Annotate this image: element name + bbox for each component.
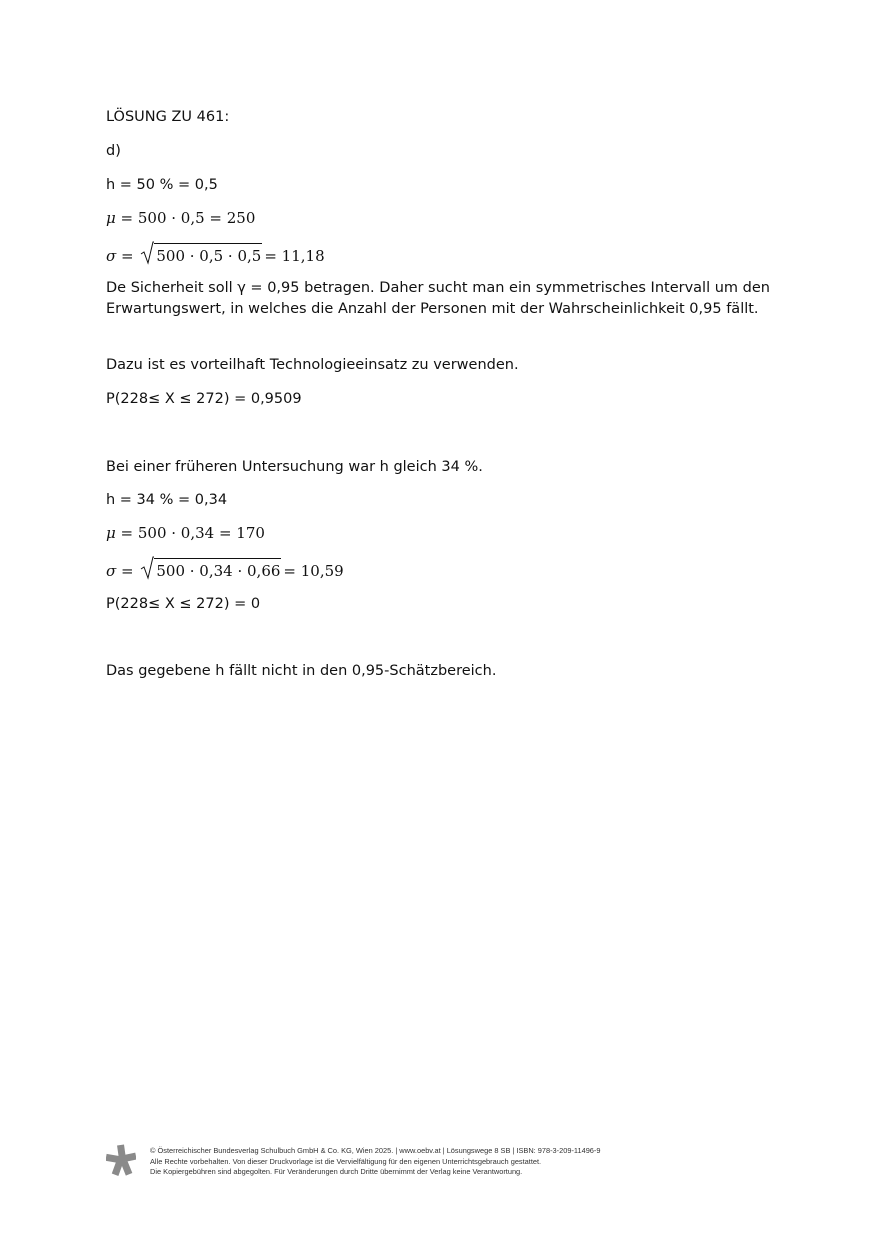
footer-copyright: © Österreichischer Bundesverlag Schulbuch GmbH & Co. KG, Wien 2025. | www.oebv.at | Lösungswege 8 SB | ISBN: 978-3-209-11496-9 [150, 1146, 601, 1155]
sigma-result: = 11,18 [264, 247, 325, 265]
h-value-line-1: h = 50 % = 0,5 [106, 177, 218, 193]
square-root [140, 243, 262, 267]
page-footer [106, 1144, 806, 1180]
solution-heading: LÖSUNG ZU 461: [106, 109, 230, 125]
footer-text [150, 1146, 601, 1178]
mu-symbol: μ [106, 524, 116, 542]
probability-line-2: P(228≤ X ≤ 272) = 0 [106, 596, 261, 612]
paragraph-earlier-study: Bei einer früheren Untersuchung war h gleich 34 %. [106, 459, 483, 475]
paragraph-line: De Sicherheit soll γ = 0,95 betragen. Daher sucht man ein symmetrisches Intervall um den [106, 280, 770, 296]
sigma-symbol: σ [106, 562, 117, 580]
footer-disclaimer: Die Kopiergebühren sind abgegolten. Für Veränderungen durch Dritte übernimmt der Verlag keine Verantwortung. [150, 1167, 523, 1176]
square-root [140, 558, 281, 582]
oebv-logo-icon [106, 1144, 136, 1176]
radical-sign-icon [140, 239, 154, 265]
radical-sign-icon [140, 554, 154, 580]
radicand: 500 · 0,5 · 0,5 [154, 243, 262, 267]
sigma-equals: = [116, 562, 134, 580]
part-label: d) [106, 143, 121, 159]
mu-expression: = 500 · 0,5 = 250 [120, 209, 256, 227]
mu-symbol: μ [106, 209, 116, 227]
mu-formula-2 [106, 522, 265, 544]
mu-formula-1 [106, 207, 255, 229]
sigma-formula-2 [106, 558, 344, 582]
radicand: 500 · 0,34 · 0,66 [154, 558, 281, 582]
h-value-line-2: h = 34 % = 0,34 [106, 492, 228, 508]
footer-rights: Alle Rechte vorbehalten. Von dieser Druckvorlage ist die Vervielfältigung für den eigenen Unterrichtsgebrauch gestattet. [150, 1156, 542, 1166]
paragraph-line: Erwartungswert, in welches die Anzahl der Personen mit der Wahrscheinlichkeit 0,95 fällt. [106, 301, 759, 317]
mu-expression: = 500 · 0,34 = 170 [120, 524, 265, 542]
sigma-equals: = [116, 247, 134, 265]
sigma-result: = 10,59 [283, 562, 344, 580]
conclusion: Das gegebene h fällt nicht in den 0,95-Schätzbereich. [106, 663, 497, 679]
sigma-symbol: σ [106, 247, 117, 265]
probability-line-1: P(228≤ X ≤ 272) = 0,9509 [106, 391, 302, 407]
logo-shape [106, 1145, 136, 1176]
paragraph-technology: Dazu ist es vorteilhaft Technologieeinsatz zu verwenden. [106, 357, 519, 373]
sigma-formula-1 [106, 243, 325, 267]
